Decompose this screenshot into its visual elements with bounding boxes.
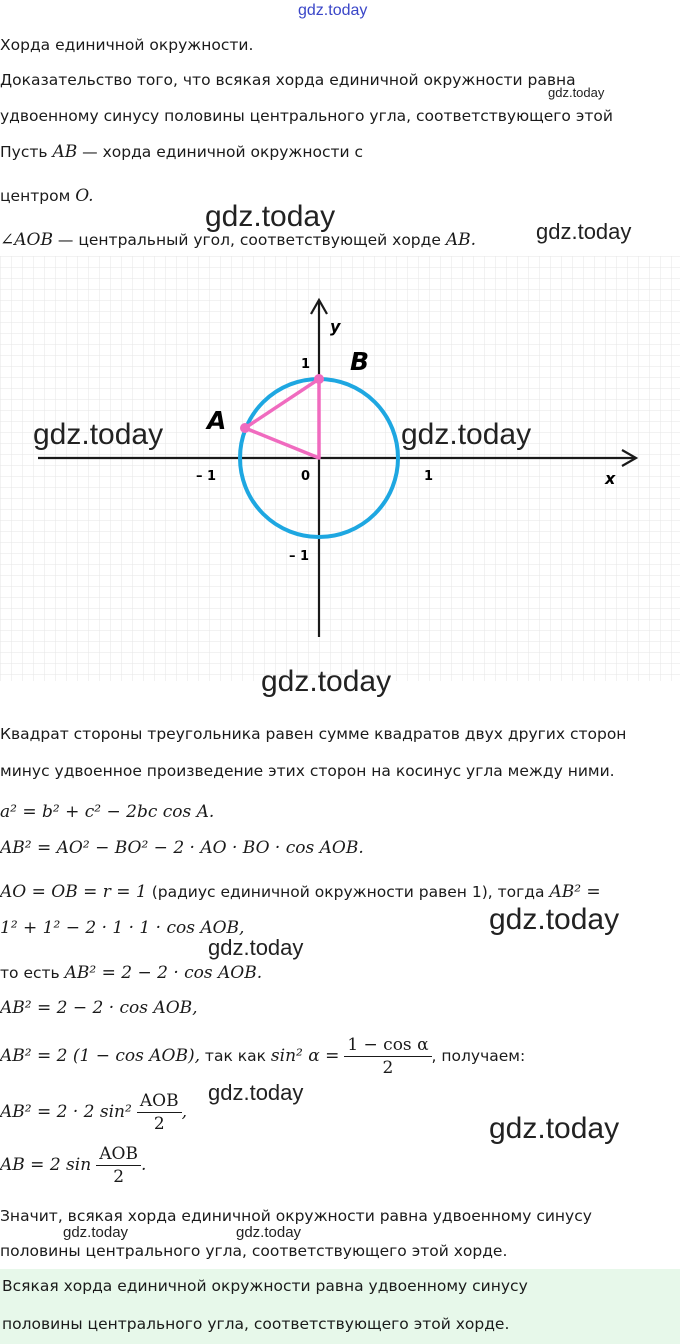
watermark: gdz.today [33,418,164,451]
equation-cosine-law: a² = b² + c² − 2bc cos A. [0,802,215,822]
equation-factored-line [0,1034,525,1079]
unit-circle-figure [0,256,680,681]
setup-center-text: центром [0,187,71,205]
setup-line-3 [0,230,476,250]
setup-line-2 [0,186,94,206]
setup-line-1 [0,142,363,162]
equation-substituted: 1² + 1² − 2 · 1 · 1 · cos AOB, [0,918,245,938]
point-a [240,423,250,433]
equation-final-line [0,1143,146,1188]
equation-sin-squared-line [0,1090,187,1135]
tick-y-1: 1 [301,357,311,372]
watermark: gdz.today [236,1224,302,1241]
equation-sin-squared: AB² = 2 · 2 sin² [0,1102,132,1122]
fraction-numerator: AOB [137,1090,182,1113]
answer-box [0,1269,680,1344]
page-title: Хорда единичной окружности. [0,36,254,54]
setup-angle-text: — центральный угол, соответствующей хорде [57,231,441,249]
angle-aob: ∠AOB [0,230,53,250]
sin-squared: sin² α = [270,1046,340,1066]
radius-text: (радиус единичной окружности равен 1), тогда [151,883,545,901]
fraction-numerator: 1 − cos α [344,1034,431,1057]
fraction-denominator: 2 [113,1167,125,1187]
fraction-numerator: AOB [96,1143,141,1166]
watermark: gdz.today [208,935,304,960]
aob-over-2-fraction [137,1090,182,1135]
tick-x-1: 1 [424,469,434,484]
since-text: так как [204,1047,266,1065]
law-line-2: минус удвоенное произведение этих сторон на косинус угла между ними. [0,762,615,780]
radius-equals-one: AO = OB = r = 1 [0,882,147,902]
watermark: gdz.today [205,200,336,233]
watermark: gdz.today [261,665,392,698]
chord-ab: AB [52,142,78,162]
origin-label: 0 [301,469,311,484]
watermark: gdz.today [208,1080,304,1105]
label-b: B [350,347,370,376]
y-axis-label: y [330,317,341,336]
conclusion-line-1: Значит, всякая хорда единичной окружности равна удвоенному синусу [0,1207,592,1225]
tick-x-neg1: – 1 [196,469,217,484]
label-a: A [207,406,227,435]
tick-y-neg1: – 1 [289,549,310,564]
law-line-1: Квадрат стороны треугольника равен сумме квадратов двух других сторон [0,725,627,743]
ab-squared-lead: AB² = [549,882,601,902]
fraction-denominator: 2 [153,1114,165,1134]
chord-ab-2: AB. [445,230,477,250]
center-o: O. [75,186,94,206]
fraction-denominator: 2 [382,1058,394,1078]
x-axis-label: x [605,469,616,488]
watermark: gdz.today [536,219,632,244]
equation-simplified: AB² = 2 − 2 · cos AOB. [64,963,263,983]
equation-simplified-2: AB² = 2 − 2 · cos AOB, [0,998,198,1018]
claim-line-1: Доказательство того, что всякая хорда единичной окружности равна [0,71,576,89]
equation-final: AB = 2 sin [0,1155,92,1175]
claim-line-2: удвоенному синусу половины центрального угла, соответствующего этой [0,107,613,125]
answer-line-2: половины центрального угла, соответствующего этой хорде. [2,1315,510,1333]
setup-chord-text: — хорда единичной окружности с [82,143,364,161]
comma: , [181,1102,188,1122]
half-angle-fraction [344,1034,431,1079]
watermark: gdz.today [63,1224,129,1241]
point-b [314,374,324,384]
equation-radius-line [0,882,601,902]
equation-that-is-line [0,963,262,983]
we-get-text: , получаем: [431,1047,526,1065]
setup-let: Пусть [0,143,48,161]
answer-line-1: Всякая хорда единичной окружности равна удвоенному синусу [2,1277,528,1295]
period: . [140,1155,147,1175]
aob-over-2-fraction-final [96,1143,141,1188]
conclusion-line-2: половины центрального угла, соответствующего этой хорде. [0,1242,508,1260]
equation-factored: AB² = 2 (1 − cos AOB), [0,1046,200,1066]
that-is-text: то есть [0,964,60,982]
equation-ab-squared: AB² = AO² − BO² − 2 · AO · BO · cos AOB. [0,838,364,858]
watermark: gdz.today [401,418,532,451]
watermark-top: gdz.today [298,2,368,19]
watermark: gdz.today [489,1112,620,1145]
watermark: gdz.today [489,903,620,936]
watermark: gdz.today [548,85,605,100]
